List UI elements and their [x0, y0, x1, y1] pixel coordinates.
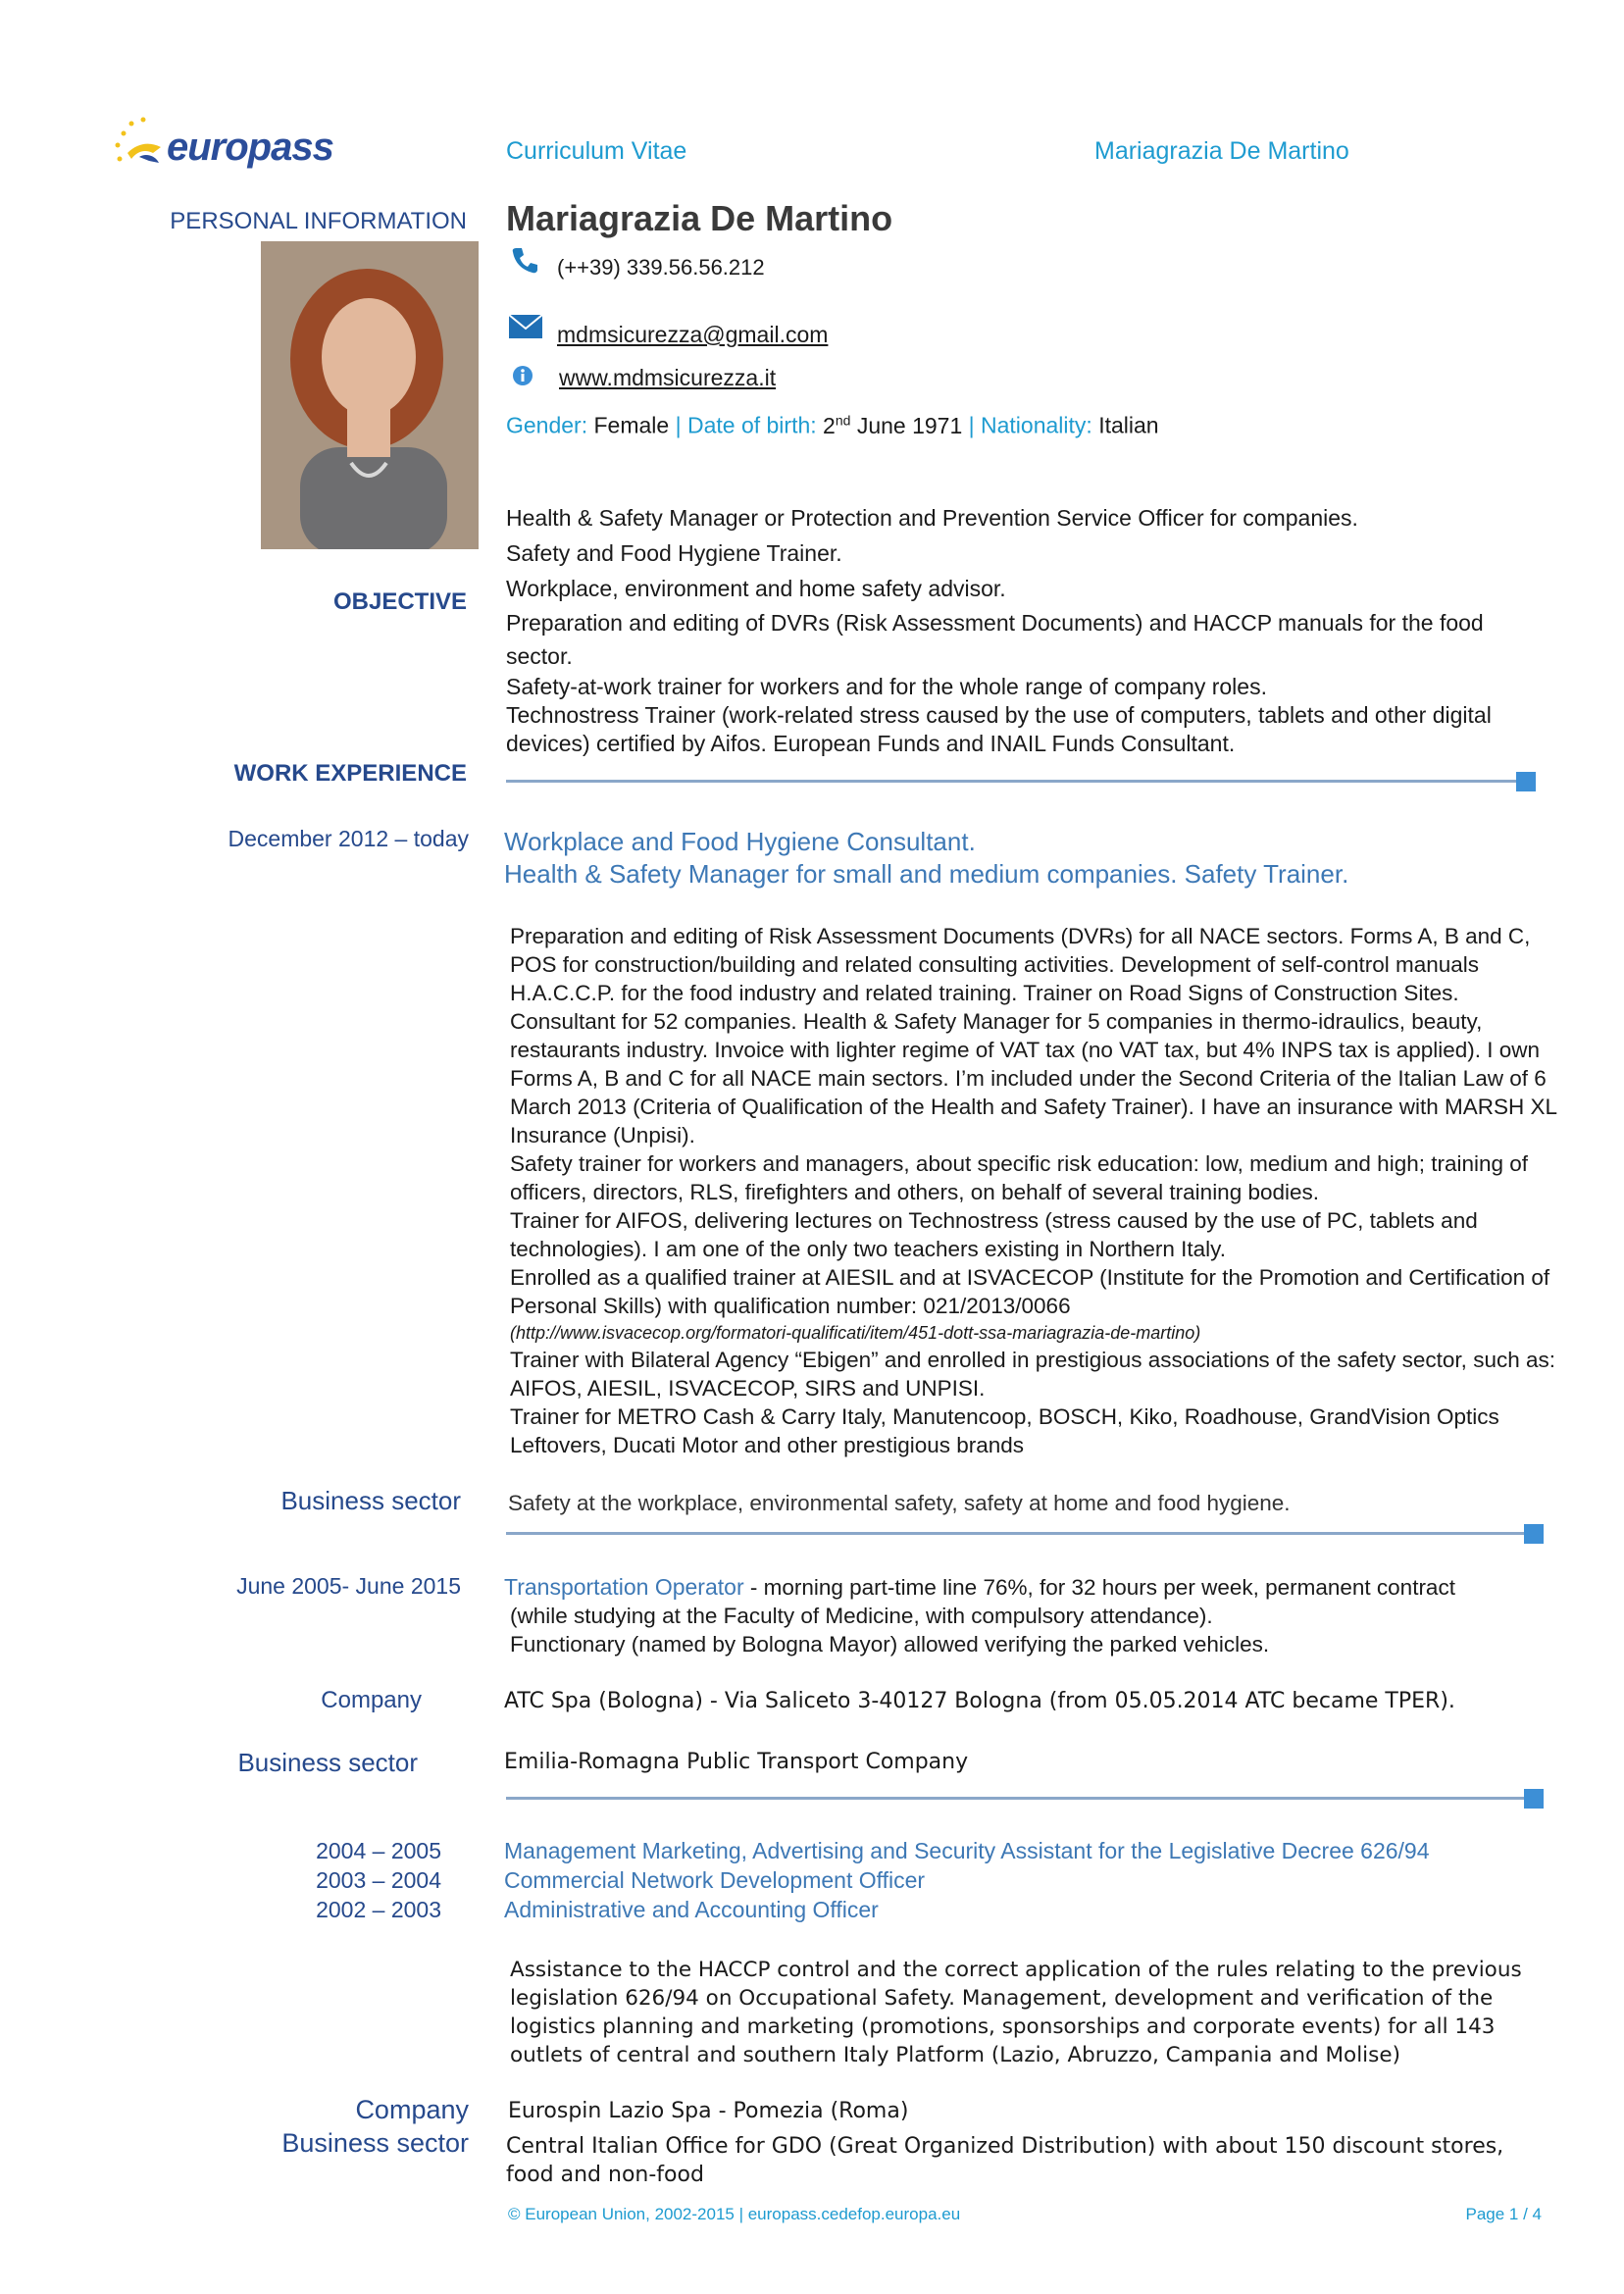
divider	[506, 780, 1534, 783]
job3-company: Eurospin Lazio Spa - Pomezia (Roma)	[508, 2099, 909, 2123]
job1-desc-para: Safety trainer for workers and managers, about specific risk education: low, medium and high; training of officers, directors, RLS, firefighters and others, on behalf of several training bodies.	[510, 1151, 1529, 1204]
job3-date: 2002 – 2003	[316, 1897, 441, 1922]
job2-body	[504, 1573, 1573, 1658]
job3-title: Administrative and Accounting Officer	[504, 1897, 879, 1922]
email-link[interactable]: mdmsicurezza@gmail.com	[557, 322, 829, 347]
phone-icon	[510, 245, 539, 275]
job2-sector-label: Business sector	[237, 1748, 418, 1777]
sep-1: |	[675, 412, 682, 438]
job1-desc-para: Enrolled as a qualified trainer at AIESIL and at ISVACECOP (Institute for the Promotion and Certification of Personal Skills) with qualification number: 021/2013/0066	[510, 1265, 1550, 1318]
europass-logo	[110, 110, 335, 188]
phone-number: (++39) 339.56.56.212	[557, 255, 765, 280]
job2-title-rest: - morning part-time line 76%, for 32 hours per week, permanent contract	[743, 1575, 1455, 1600]
job1-dates: December 2012 – today	[228, 826, 469, 851]
job1-description	[510, 922, 1569, 1459]
gender-label: Gender:	[506, 412, 588, 438]
personal-details	[506, 412, 1159, 439]
dob-label: Date of birth:	[686, 412, 817, 438]
nationality-label: Nationality:	[981, 412, 1092, 438]
job1-desc-url: (http://www.isvacecop.org/formatori-qualificati/item/451-dott-ssa-mariagrazia-de-martino)	[510, 1323, 1201, 1343]
job2-line: (while studying at the Faculty of Medicine, with compulsory attendance).	[510, 1604, 1213, 1628]
email-icon	[508, 314, 543, 339]
objective-line: Technostress Trainer (work-related stress caused by the use of computers, tablets and other digital devices) certified by Aifos. European Funds and INAIL Funds Consultant.	[506, 702, 1492, 756]
dob-value: 2nd June 1971	[823, 412, 963, 438]
job3-date: 2004 – 2005	[316, 1838, 441, 1863]
job1-desc-para: Trainer for METRO Cash & Carry Italy, Manutencoop, BOSCH, Kiko, Roadhouse, GrandVision Optics Leftovers, Ducati Motor and other prestigious brands	[510, 1404, 1499, 1457]
job3-sector: Central Italian Office for GDO (Great Organized Distribution) with about 150 discount stores, food and non-food	[506, 2134, 1504, 2187]
job1-sector-label: Business sector	[280, 1486, 461, 1515]
objective-line: Health & Safety Manager or Protection and Prevention Service Officer for companies.	[506, 505, 1358, 531]
divider	[506, 1797, 1542, 1800]
job1-title	[504, 826, 1563, 891]
objective-text	[506, 500, 1555, 758]
job2-line: Functionary (named by Bologna Mayor) allowed verifying the parked vehicles.	[510, 1632, 1270, 1657]
footer-copyright: © European Union, 2002-2015 | europass.cedefop.europa.eu	[508, 2205, 961, 2223]
website-icon	[512, 365, 533, 386]
full-name: Mariagrazia De Martino	[506, 198, 893, 238]
job2-company-label: Company	[321, 1687, 422, 1713]
job1-desc-para: Trainer for AIFOS, delivering lectures on Technostress (stress caused by the use of PC, tablets and technologies). I am one of the only two teachers existing in Northern Italy.	[510, 1208, 1478, 1261]
website-link[interactable]: www.mdmsicurezza.it	[559, 365, 777, 390]
job3-sector-label: Business sector	[281, 2128, 469, 2158]
job1-desc-para: Trainer with Bilateral Agency “Ebigen” and enrolled in prestigious associations of the safety sector, such as: AIFOS, AIESIL, ISVACECOP, SIRS and UNPISI.	[510, 1348, 1555, 1401]
job3-title: Commercial Network Development Officer	[504, 1867, 926, 1893]
divider	[506, 1532, 1542, 1535]
objective-line: Workplace, environment and home safety advisor.	[506, 576, 1006, 601]
job3-date: 2003 – 2004	[316, 1867, 441, 1893]
job2-title: Transportation Operator	[504, 1574, 744, 1600]
objective-label: OBJECTIVE	[332, 588, 467, 615]
footer-page: Page 1 / 4	[1465, 2205, 1542, 2223]
job3-dates	[127, 1836, 441, 1924]
job3-description: Assistance to the HACCP control and the correct application of the rules relating to the previous legislation 626/94 on Occupational Safety. Management, development and verification of the logistics planning and marketing (promotions, sponsorships and corporate events) for all 143 outlets of central and southern Italy Platform (Lazio, Abruzzo, Campania and Molise)	[510, 1958, 1522, 2067]
job3-company-label: Company	[355, 2095, 469, 2124]
objective-line: Safety and Food Hygiene Trainer.	[506, 540, 842, 566]
work-experience-label: WORK EXPERIENCE	[233, 760, 467, 787]
logo-text: europass	[167, 126, 333, 169]
header-name: Mariagrazia De Martino	[1094, 137, 1349, 165]
job2-sector: Emilia-Romagna Public Transport Company	[504, 1750, 969, 1774]
job3-title: Management Marketing, Advertising and Security Assistant for the Legislative Decree 626/94	[504, 1838, 1430, 1863]
objective-line: Preparation and editing of DVRs (Risk Assessment Documents) and HACCP manuals for the food sector.	[506, 610, 1484, 669]
personal-info-label: PERSONAL INFORMATION	[170, 208, 467, 234]
job2-company: ATC Spa (Bologna) - Via Saliceto 3-40127 Bologna (from 05.05.2014 ATC became TPER).	[504, 1689, 1455, 1713]
job3-titles	[504, 1836, 1573, 1924]
job1-title-line: Workplace and Food Hygiene Consultant.	[504, 827, 976, 856]
gender-value: Female	[593, 412, 670, 438]
nationality-value: Italian	[1098, 412, 1159, 438]
job1-sector: Safety at the workplace, environmental safety, safety at home and food hygiene.	[508, 1491, 1291, 1515]
objective-line: Safety-at-work trainer for workers and for the whole range of company roles.	[506, 674, 1267, 699]
sep-2: |	[968, 412, 975, 438]
job1-title-line: Health & Safety Manager for small and medium companies. Safety Trainer.	[504, 859, 1349, 889]
photo	[261, 241, 479, 549]
doc-title: Curriculum Vitae	[506, 137, 687, 165]
job1-desc-para: Preparation and editing of Risk Assessment Documents (DVRs) for all NACE sectors. Forms A, B and C, POS for construction/building and related consulting activities. Development of self-control manuals H.A.C.C.P. for the food industry and related training. Trainer on Road Signs of Construction Sites. Consultant for 52 companies. Health & Safety Manager for 5 companies in thermo-idraulics, beauty, restaurants industry. Invoice with lighter regime of VAT tax (no VAT tax, but 4% INPS tax is applied). I own Forms A, B and C for all NACE main sectors. I’m included under the Second Criteria of the Italian Law of 6 March 2013 (Criteria of Qualification of the Health and Safety Trainer). I have an insurance with MARSH XL Insurance (Unpisi).	[510, 924, 1557, 1147]
job2-dates: June 2005- June 2015	[236, 1573, 461, 1599]
